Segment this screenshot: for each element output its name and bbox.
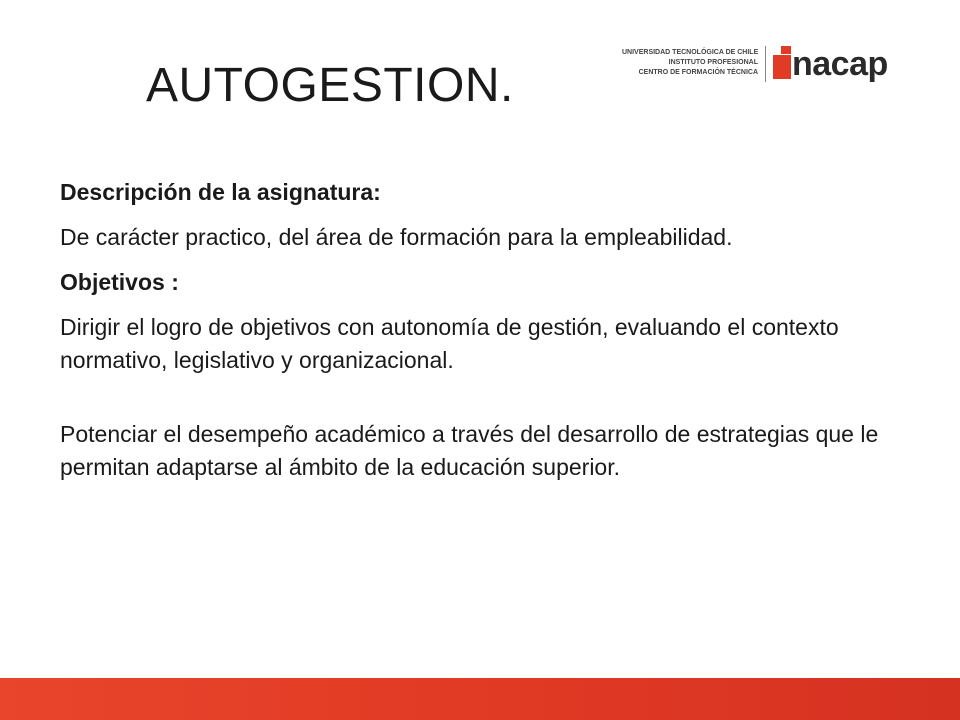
logo-line-university: UNIVERSIDAD TECNOLÓGICA DE CHILE — [622, 49, 759, 56]
logo-wordmark: nacap — [792, 45, 888, 83]
logo-line-institute: INSTITUTO PROFESIONAL — [668, 59, 758, 66]
slide-title: AUTOGESTION. — [146, 59, 514, 112]
description-text: De carácter practico, del área de formación para la empleabilidad. — [60, 224, 733, 250]
logo-institution-lines — [622, 48, 758, 78]
footer-bar — [0, 678, 960, 720]
logo-divider — [765, 46, 766, 82]
objective-1-text: Dirigir el logro de objetivos con autonomía de gestión, evaluando el contexto normativo, legislativo y organizacional. — [60, 314, 839, 373]
logo-mark-stem — [773, 55, 791, 79]
description-heading: Descripción de la asignatura: — [60, 179, 381, 205]
paragraph-spacer — [60, 389, 910, 418]
slide-body — [60, 176, 910, 496]
objectives-heading: Objetivos : — [60, 269, 179, 295]
logo-line-center: CENTRO DE FORMACIÓN TÉCNICA — [638, 69, 758, 76]
objective-2-text: Potenciar el desempeño académico a través del desarrollo de estrategias que le permitan adaptarse al ámbito de la educación superior. — [60, 421, 879, 480]
inacap-logo — [622, 46, 928, 92]
logo-mark-icon — [781, 46, 791, 54]
